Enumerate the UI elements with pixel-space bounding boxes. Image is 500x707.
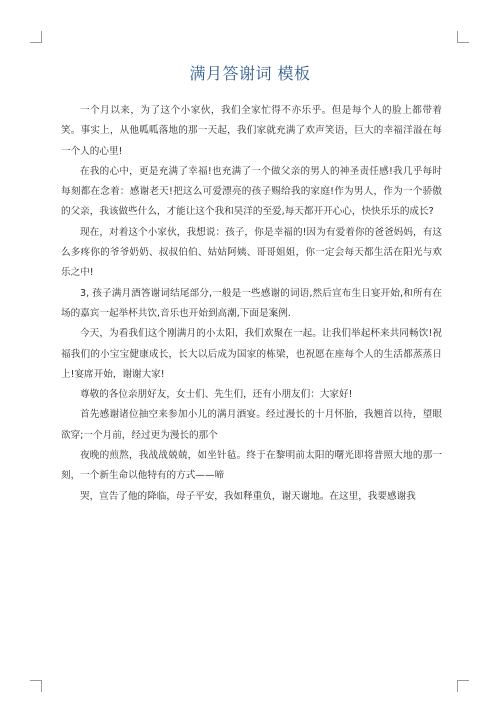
document-title: 满月答谢词 模板 [189,64,311,83]
paragraph: 一个月以来，为了这个小家伙，我们全家忙得不亦乐乎。但是每个人的脸上都带着笑。事实上，从他呱呱落地的那一天起，我们家就充满了欢声笑语，巨大的幸福洋溢在每一个人的心里! [61,105,442,157]
paragraph: 夜晚的煎熬，我战战兢兢，如坐针毡。终于在黎明前太阳的曙光即将普照大地的那一刻，一个新生命以他特有的方式——啼 [61,450,442,482]
crop-mark-bottom-left [30,680,42,692]
paragraph: 现在，对着这个小家伙，我想说：孩子，你是幸福的!因为有爱着你的爸爸妈妈，有这么多疼你的爷爷奶奶、叔叔伯伯、姑姑阿姨、哥哥姐姐，你一定会每天都生活在阳光与欢乐之中! [61,226,442,279]
paragraph: 尊敬的各位亲朋好友，女士们、先生们，还有小朋友们：大家好! [80,389,353,401]
paragraph: 今天，为看我们这个刚满月的小太阳，我们欢聚在一起。让我们举起杯来共同畅饮!祝福我们的小宝宝健康成长，长大以后成为国家的栋梁，也祝愿在座每个人的生活都蒸蒸日上!宴席开始，谢谢大家! [61,328,442,380]
paragraph: 3, 孩子满月酒答谢词结尾部分,一般是一些感谢的词语,然后宣布生日宴开始,和所有在场的嘉宾一起举杯共饮,音乐也开始到高潮,下面是案例. [61,287,442,319]
document-body [61,101,442,507]
paragraph: 哭，宣告了他的降临，母子平安，我如释重负，谢天谢地。在这里，我要感谢我 [80,490,416,502]
crop-mark-top-left [30,31,42,43]
crop-mark-top-right [457,31,469,43]
paragraph: 在我的心中，更是充满了幸福!也充满了一个做父亲的男人的神圣责任感!我几乎每时每刻都在念着：感谢老天!把这么可爱漂亮的孩子赐给我的家庭!作为男人，作为一个骄傲的父亲，我该做些什么，才能让这个我和昊洋的至爱,每天都开开心心，快快乐乐的成长? [61,165,442,218]
crop-mark-bottom-right [457,680,469,692]
paragraph: 首先感谢诸位抽空来参加小儿的满月酒宴。经过漫长的十月怀胎，我翘首以待，望眼欲穿;一个月前，经过更为漫长的那个 [61,409,442,441]
